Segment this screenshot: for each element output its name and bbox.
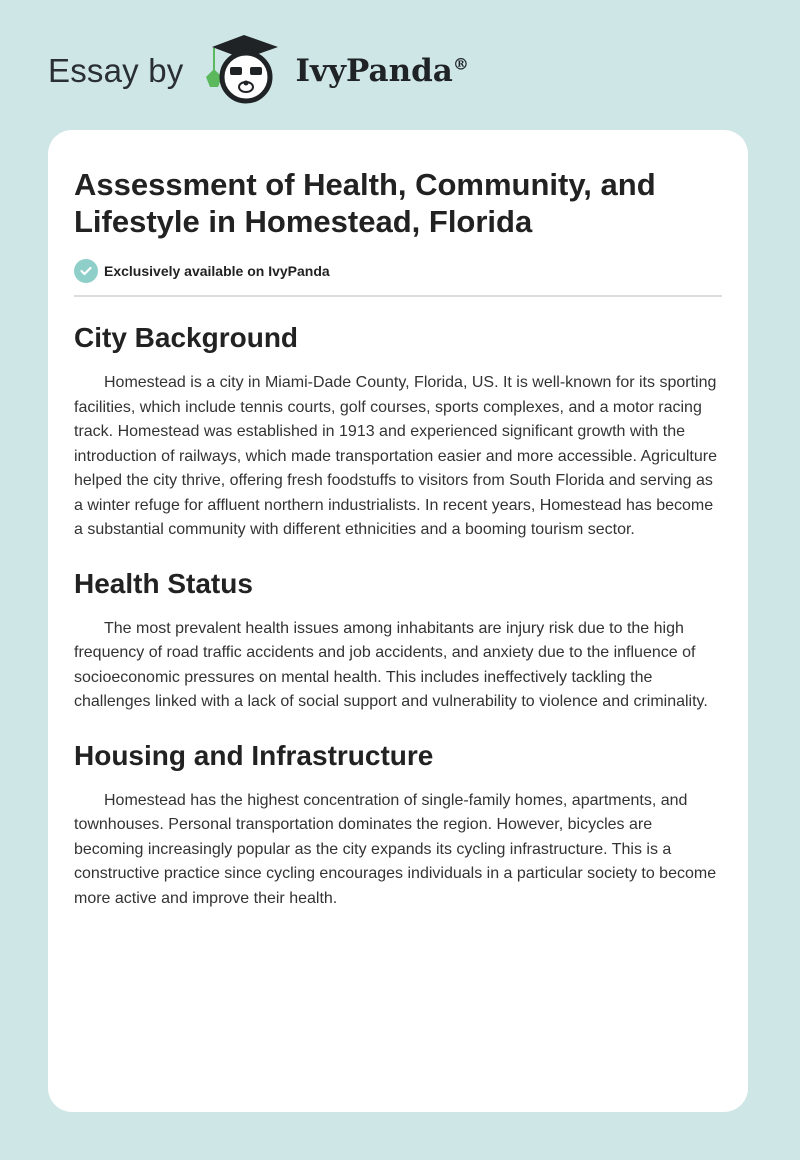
section-paragraph: Homestead is a city in Miami-Dade County, Florida, US. It is well-known for its sporting facilities, which include tennis courts, golf courses, sports complexes, and a motor racing track. Homestead was established in 1913 and experienced significant growth with the introduction of railways, which made transportation easier and more accessible. Agriculture helped the city thrive, offering fresh foodstuffs to visitors from South Florida and serving as a winter refuge for affluent northern industrialists. In recent years, Homestead has become a substantial community with different ethnicities and a booming tourism sector. <box>74 374 717 538</box>
registered-mark: ® <box>452 54 469 74</box>
section-paragraph: Homestead has the highest concentration of single-family homes, apartments, and townhouses. Personal transportation dominates the region. However, bicycles are becoming increasingly popular as the city expands its cycling infrastructure. This is a constructive practice since cycling encourages individuals in a particular society to become more active and improve their health. <box>74 791 717 907</box>
brand-text: IvyPanda <box>295 53 453 89</box>
exclusive-label: Exclusively available on IvyPanda <box>104 263 330 279</box>
divider <box>74 295 722 297</box>
page-title: Assessment of Health, Community, and Lifestyle in Homestead, Florida <box>74 167 656 239</box>
check-icon <box>74 259 98 283</box>
panda-logo-icon[interactable] <box>202 33 286 110</box>
section-paragraph: The most prevalent health issues among inhabitants are injury risk due to the high frequency of road traffic accidents and job accidents, and anxiety due to the influence of socioeconomic pressures on mental health. This includes ineffectively tackling the challenges linked with a lack of social support and vulnerability to violence and criminality. <box>74 619 708 710</box>
brand-name[interactable] <box>296 53 469 89</box>
site-header <box>48 36 469 106</box>
section-heading: Housing and Infrastructure <box>74 739 434 771</box>
essay-card <box>48 130 748 1112</box>
section-heading: City Background <box>74 322 299 353</box>
exclusive-badge <box>74 259 722 283</box>
section-heading: Health Status <box>74 567 253 599</box>
essay-by-label: Essay by <box>48 52 184 89</box>
